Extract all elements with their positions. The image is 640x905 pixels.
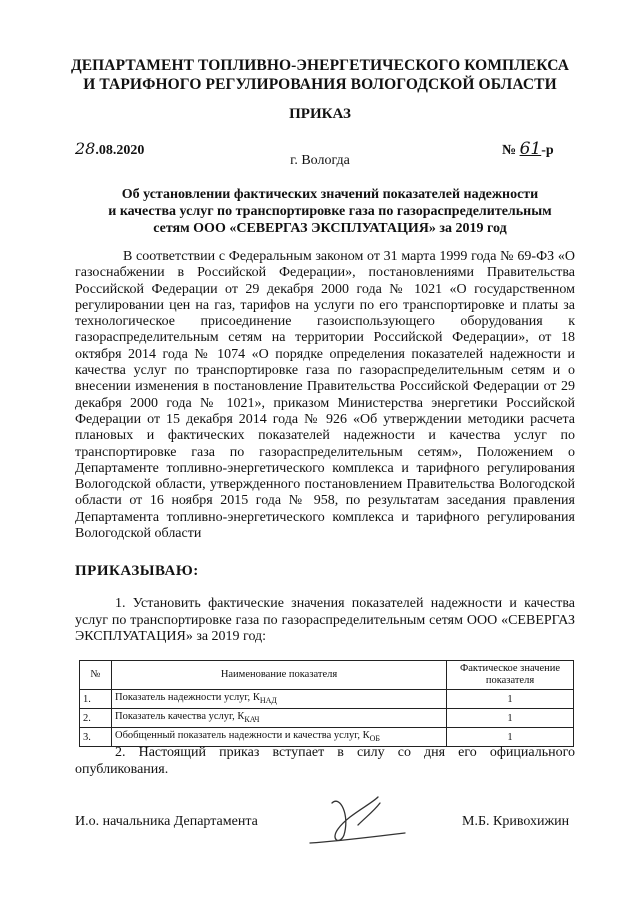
handwritten-day: 28 [75,139,96,158]
indicators-table [79,660,574,747]
table-row [80,709,574,728]
handwritten-signature [300,785,420,855]
item-1-paragraph: 1. Установить фактические значения показателей надежности и качества услуг по транспортировке газа по газораспределительным сетям ООО «СЕВЕРГАЗ ЭКСПЛУАТАЦИЯ» за 2019 год: [75,596,575,644]
row-symbol: $К_{ОБ}$ [362,730,381,744]
table-header-row [80,661,574,690]
signatory-name: М.Б. Кривохижин [462,814,570,829]
header-line-2: И ТАРИФНОГО РЕГУЛИРОВАНИЯ ВОЛОГОДСКОЙ ОБЛАСТИ [83,76,557,93]
row-symbol: $К_{КАЧ}$ [237,711,260,725]
handwritten-number: 61 [519,139,542,159]
item-2-paragraph: 2. Настоящий приказ вступает в силу со дня его официального опубликования. [75,745,575,777]
preamble-paragraph: В соответствии с Федеральным законом от 31 марта 1999 года № 69-ФЗ «О газоснабжении в Российской Федерации», постановлениями Правительства Российской Федерации от 29 декабря 2000 года № 1021 «О государственном регулировании цен на газ, тарифов на услуги по его транспортировке и платы за технологическое присоединение газоиспользующего оборудования к газораспределительным сетям на территории Российской Федерации», от 18 октября 2014 года № 1074 «О порядке определения показателей надежности и качества услуг по транспортировке газа по газораспределительным сетям и о внесении изменения в постановление Правительства Российской Федерации от 29 декабря 2000 года № 1021», приказом Министерства энергетики Российской Федерации от 15 декабря 2014 года № 926 «Об утверждении методики расчета плановых и фактических показателей надежности и качества услуг по транспортировке газа по газораспределительным сетям», Положением о Департаменте топливно-энергетического комплекса и тарифного регулирования Вологодской области, утвержденного постановлением Правительства Вологодской области от 16 ноября 2015 года № 958, по результатам заседания правления Департамента топливно-энергетического комплекса и тарифного регулирования Вологодской области [75,249,575,542]
row-number: 2. [80,709,112,728]
table-row [80,690,574,709]
row-number: 3. [80,728,112,747]
order-subject [80,186,580,237]
row-symbol: $К_{НАД}$ [252,692,277,706]
subject-line-3: сетям ООО «СЕВЕРГАЗ ЭКСПЛУАТАЦИЯ» за 2019 год [153,221,507,236]
row-indicator-name: Показатель качества услуг, $К_{КАЧ}$ [112,709,447,728]
subject-line-2: и качества услуг по транспортировке газа по газораспределительным [108,204,552,219]
signatory-position: И.о. начальника Департамента [75,814,258,829]
row-indicator-name: Обобщенный показатель надежности и качества услуг, $К_{ОБ}$ [112,728,447,747]
header-line-1: ДЕПАРТАМЕНТ ТОПЛИВНО-ЭНЕРГЕТИЧЕСКОГО КОМПЛЕКСА [70,57,570,74]
number-suffix: -р [541,143,554,158]
row-number: 1. [80,690,112,709]
row-value: 1 [447,690,574,709]
subject-line-1: Об установлении фактических значений показателей надежности [121,187,539,202]
header-actual-value: Фактическое значение показателя [447,661,574,690]
number-prefix: № [502,143,517,158]
row-value: 1 [447,709,574,728]
printed-date: .08.2020 [95,143,145,158]
header-number: № [80,661,112,690]
city: г. Вологда [290,153,350,168]
header-indicator-name: Наименование показателя [112,661,447,690]
row-indicator-name: Показатель надежности услуг, $К_{НАД}$ [112,690,447,709]
row-value: 1 [447,728,574,747]
order-word: ПРИКАЗЫВАЮ: [75,563,199,579]
order-title: ПРИКАЗ [289,106,351,122]
department-header [60,56,580,94]
